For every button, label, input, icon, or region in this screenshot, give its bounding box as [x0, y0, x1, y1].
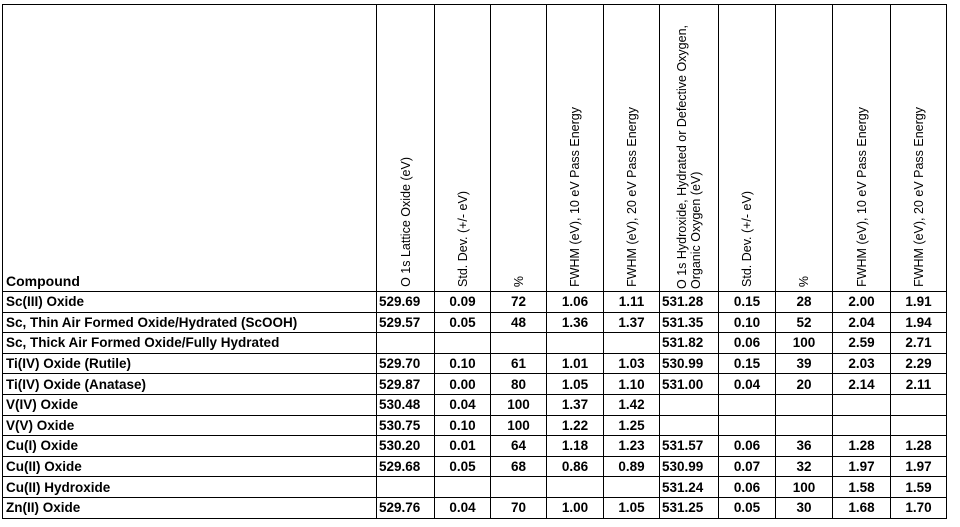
value-cell-hydrox-fwhm20: 1.94 — [891, 312, 947, 333]
value-cell-hydrox-pct: 39 — [776, 353, 833, 374]
value-cell-hydrox-be: 531.57 — [660, 436, 719, 457]
value-cell-hydrox-pct: 28 — [776, 292, 833, 313]
table-row — [3, 415, 947, 436]
value-cell-lattice-fwhm20: 1.37 — [604, 312, 660, 333]
compound-name-cell: Cu(II) Oxide — [3, 456, 377, 477]
value-cell-hydrox-std — [719, 415, 776, 436]
compound-name-cell: Ti(IV) Oxide (Rutile) — [3, 353, 377, 374]
value-cell-hydrox-be: 530.99 — [660, 353, 719, 374]
value-cell-lattice-be: 529.70 — [377, 353, 435, 374]
value-cell-hydrox-pct: 30 — [776, 497, 833, 518]
value-cell-lattice-fwhm20: 0.89 — [604, 456, 660, 477]
value-cell-lattice-pct: 72 — [491, 292, 547, 313]
value-cell-lattice-std: 0.01 — [435, 436, 491, 457]
value-cell-lattice-fwhm20: 1.05 — [604, 497, 660, 518]
value-cell-lattice-std: 0.00 — [435, 374, 491, 395]
value-cell-hydrox-pct: 100 — [776, 477, 833, 498]
value-cell-lattice-fwhm20: 1.10 — [604, 374, 660, 395]
value-cell-hydrox-fwhm10 — [833, 415, 891, 436]
value-cell-hydrox-fwhm10: 1.28 — [833, 436, 891, 457]
value-cell-hydrox-pct: 52 — [776, 312, 833, 333]
table-row — [3, 477, 947, 498]
value-cell-hydrox-fwhm20 — [891, 415, 947, 436]
table-row — [3, 456, 947, 477]
value-cell-hydrox-std: 0.15 — [719, 353, 776, 374]
value-cell-lattice-be: 530.20 — [377, 436, 435, 457]
value-cell-hydrox-std: 0.10 — [719, 312, 776, 333]
value-cell-lattice-fwhm10: 1.01 — [547, 353, 604, 374]
table-row — [3, 394, 947, 415]
value-cell-lattice-fwhm20: 1.03 — [604, 353, 660, 374]
value-cell-lattice-fwhm10: 0.86 — [547, 456, 604, 477]
value-cell-hydrox-be: 530.99 — [660, 456, 719, 477]
value-cell-hydrox-pct: 20 — [776, 374, 833, 395]
lattice-std-dev-header: Std. Dev. (+/- eV) — [435, 5, 491, 292]
value-cell-lattice-std — [435, 477, 491, 498]
compound-name-cell: Sc, Thick Air Formed Oxide/Fully Hydrated — [3, 333, 377, 354]
value-cell-hydrox-pct: 100 — [776, 333, 833, 354]
value-cell-lattice-be: 529.76 — [377, 497, 435, 518]
value-cell-hydrox-fwhm20: 2.71 — [891, 333, 947, 354]
value-cell-hydrox-be: 531.00 — [660, 374, 719, 395]
table-row — [3, 497, 947, 518]
value-cell-lattice-fwhm20 — [604, 333, 660, 354]
value-cell-lattice-fwhm10: 1.22 — [547, 415, 604, 436]
value-cell-hydrox-fwhm10: 2.59 — [833, 333, 891, 354]
value-cell-lattice-pct — [491, 477, 547, 498]
value-cell-hydrox-std: 0.15 — [719, 292, 776, 313]
value-cell-lattice-be: 530.48 — [377, 394, 435, 415]
value-cell-hydrox-fwhm20: 1.70 — [891, 497, 947, 518]
value-cell-hydrox-std: 0.06 — [719, 333, 776, 354]
value-cell-lattice-std: 0.05 — [435, 312, 491, 333]
hydroxide-fwhm-20ev-header: FWHM (eV), 20 eV Pass Energy — [891, 5, 947, 292]
value-cell-hydrox-fwhm20 — [891, 394, 947, 415]
value-cell-hydrox-fwhm10: 1.58 — [833, 477, 891, 498]
header-row — [3, 5, 947, 292]
value-cell-lattice-be: 529.69 — [377, 292, 435, 313]
value-cell-lattice-fwhm20: 1.25 — [604, 415, 660, 436]
table-row — [3, 333, 947, 354]
value-cell-hydrox-pct — [776, 394, 833, 415]
value-cell-hydrox-be: 531.24 — [660, 477, 719, 498]
value-cell-lattice-pct — [491, 333, 547, 354]
lattice-oxide-be-header: O 1s Lattice Oxide (eV) — [377, 5, 435, 292]
table-row — [3, 374, 947, 395]
table-row — [3, 312, 947, 333]
value-cell-hydrox-be — [660, 415, 719, 436]
value-cell-hydrox-be — [660, 394, 719, 415]
table-row — [3, 292, 947, 313]
value-cell-lattice-pct: 70 — [491, 497, 547, 518]
value-cell-hydrox-be: 531.25 — [660, 497, 719, 518]
value-cell-lattice-be: 529.87 — [377, 374, 435, 395]
value-cell-lattice-fwhm20: 1.23 — [604, 436, 660, 457]
value-cell-hydrox-fwhm10: 2.14 — [833, 374, 891, 395]
value-cell-hydrox-std: 0.07 — [719, 456, 776, 477]
value-cell-hydrox-fwhm10: 1.68 — [833, 497, 891, 518]
compound-name-cell: V(V) Oxide — [3, 415, 377, 436]
value-cell-lattice-fwhm10: 1.05 — [547, 374, 604, 395]
value-cell-hydrox-be: 531.82 — [660, 333, 719, 354]
value-cell-hydrox-std: 0.05 — [719, 497, 776, 518]
hydroxide-std-dev-header: Std. Dev. (+/- eV) — [719, 5, 776, 292]
table-row — [3, 353, 947, 374]
value-cell-hydrox-fwhm10 — [833, 394, 891, 415]
xps-data-table — [2, 4, 947, 519]
value-cell-lattice-pct: 68 — [491, 456, 547, 477]
value-cell-hydrox-fwhm20: 2.11 — [891, 374, 947, 395]
value-cell-lattice-fwhm10: 1.37 — [547, 394, 604, 415]
value-cell-lattice-be — [377, 333, 435, 354]
value-cell-hydrox-pct: 36 — [776, 436, 833, 457]
lattice-fwhm-20ev-header: FWHM (eV), 20 eV Pass Energy — [604, 5, 660, 292]
table-row — [3, 436, 947, 457]
value-cell-lattice-fwhm20 — [604, 477, 660, 498]
value-cell-lattice-fwhm20: 1.42 — [604, 394, 660, 415]
compound-name-cell: V(IV) Oxide — [3, 394, 377, 415]
table-body — [3, 292, 947, 519]
value-cell-lattice-fwhm10: 1.18 — [547, 436, 604, 457]
hydroxide-be-header: O 1s Hydroxide, Hydrated or Defective Oxygen, Organic Oxygen (eV) — [660, 5, 719, 292]
value-cell-lattice-std: 0.10 — [435, 353, 491, 374]
value-cell-lattice-be: 530.75 — [377, 415, 435, 436]
value-cell-hydrox-fwhm10: 2.04 — [833, 312, 891, 333]
value-cell-lattice-std: 0.04 — [435, 394, 491, 415]
value-cell-hydrox-be: 531.28 — [660, 292, 719, 313]
compound-name-cell: Ti(IV) Oxide (Anatase) — [3, 374, 377, 395]
value-cell-lattice-std: 0.10 — [435, 415, 491, 436]
value-cell-lattice-std: 0.09 — [435, 292, 491, 313]
value-cell-hydrox-std: 0.04 — [719, 374, 776, 395]
value-cell-hydrox-std — [719, 394, 776, 415]
compound-name-cell: Cu(I) Oxide — [3, 436, 377, 457]
compound-name-cell: Sc(III) Oxide — [3, 292, 377, 313]
value-cell-lattice-pct: 61 — [491, 353, 547, 374]
value-cell-lattice-fwhm20: 1.11 — [604, 292, 660, 313]
value-cell-hydrox-fwhm10: 1.97 — [833, 456, 891, 477]
value-cell-hydrox-fwhm10: 2.03 — [833, 353, 891, 374]
value-cell-lattice-fwhm10: 1.06 — [547, 292, 604, 313]
hydroxide-fwhm-10ev-header: FWHM (eV), 10 eV Pass Energy — [833, 5, 891, 292]
value-cell-lattice-fwhm10 — [547, 477, 604, 498]
compound-name-cell: Sc, Thin Air Formed Oxide/Hydrated (ScOOH) — [3, 312, 377, 333]
lattice-fwhm-10ev-header: FWHM (eV), 10 eV Pass Energy — [547, 5, 604, 292]
value-cell-hydrox-fwhm20: 1.97 — [891, 456, 947, 477]
value-cell-lattice-be: 529.68 — [377, 456, 435, 477]
lattice-percent-header: % — [491, 5, 547, 292]
value-cell-lattice-pct: 48 — [491, 312, 547, 333]
value-cell-lattice-std — [435, 333, 491, 354]
value-cell-hydrox-fwhm10: 2.00 — [833, 292, 891, 313]
value-cell-lattice-std: 0.05 — [435, 456, 491, 477]
compound-name-cell: Zn(II) Oxide — [3, 497, 377, 518]
value-cell-lattice-pct: 100 — [491, 415, 547, 436]
value-cell-hydrox-fwhm20: 1.59 — [891, 477, 947, 498]
value-cell-hydrox-fwhm20: 1.28 — [891, 436, 947, 457]
value-cell-hydrox-std: 0.06 — [719, 436, 776, 457]
value-cell-lattice-be: 529.57 — [377, 312, 435, 333]
value-cell-lattice-fwhm10 — [547, 333, 604, 354]
value-cell-hydrox-pct — [776, 415, 833, 436]
value-cell-hydrox-std: 0.06 — [719, 477, 776, 498]
compound-name-cell: Cu(II) Hydroxide — [3, 477, 377, 498]
value-cell-hydrox-fwhm20: 1.91 — [891, 292, 947, 313]
value-cell-lattice-pct: 64 — [491, 436, 547, 457]
compound-column-header: Compound — [3, 5, 377, 292]
value-cell-lattice-std: 0.04 — [435, 497, 491, 518]
hydroxide-percent-header: % — [776, 5, 833, 292]
value-cell-hydrox-pct: 32 — [776, 456, 833, 477]
value-cell-hydrox-be: 531.35 — [660, 312, 719, 333]
value-cell-lattice-be — [377, 477, 435, 498]
value-cell-lattice-pct: 100 — [491, 394, 547, 415]
value-cell-lattice-pct: 80 — [491, 374, 547, 395]
value-cell-hydrox-fwhm20: 2.29 — [891, 353, 947, 374]
value-cell-lattice-fwhm10: 1.36 — [547, 312, 604, 333]
value-cell-lattice-fwhm10: 1.00 — [547, 497, 604, 518]
